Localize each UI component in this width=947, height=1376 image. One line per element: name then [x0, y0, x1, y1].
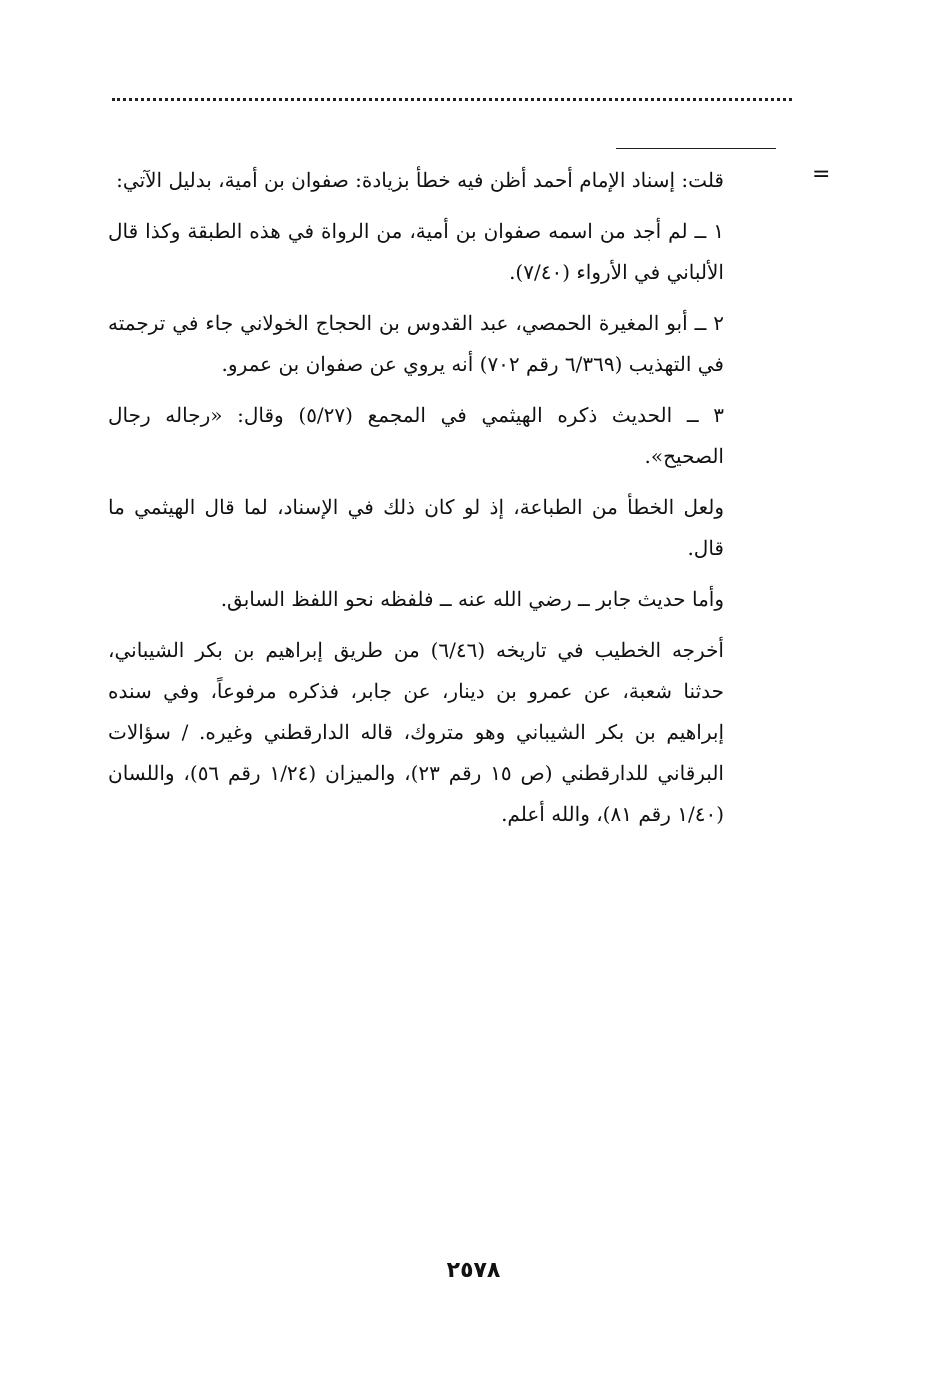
- page-number: ٢٥٧٨: [446, 1258, 501, 1283]
- paragraph-2: ١ ــ لم أجد من اسمه صفوان بن أمية، من الرواة في هذه الطبقة وكذا قال الألباني في الأرواء (٧/٤٠).: [108, 219, 724, 284]
- paragraph-3: ٢ ــ أبو المغيرة الحمصي، عبد القدوس بن الحجاج الخولاني جاء في ترجمته في التهذيب (٦/٣٦٩ رقم ٧٠٢) أنه يروي عن صفوان بن عمرو.: [108, 311, 724, 376]
- paragraph-1: قلت: إسناد الإمام أحمد أظن فيه خطأ بزيادة: صفوان بن أمية، بدليل الآتي:: [116, 168, 724, 192]
- footnote-text: [108, 160, 724, 845]
- dotted-divider: [112, 98, 792, 101]
- paragraph-4: ٣ ــ الحديث ذكره الهيثمي في المجمع (٥/٢٧) وقال: «رجاله رجال الصحيح».: [108, 403, 724, 468]
- paragraph-5: ولعل الخطأ من الطباعة، إذ لو كان ذلك في الإسناد، لما قال الهيثمي ما قال.: [108, 495, 724, 560]
- paragraph-7: أخرجه الخطيب في تاريخه (٦/٤٦) من طريق إبراهيم بن بكر الشيباني، حدثنا شعبة، عن عمرو بن دينار، عن جابر، فذكره مرفوعاً، وفي سنده إبراهيم بن بكر الشيباني وهو متروك، قاله الدارقطني وغيره. / سؤالات البرقاني للدارقطني (ص ١٥ رقم ٢٣)، والميزان (١/٢٤ رقم ٥٦)، واللسان (١/٤٠ رقم ٨١)، والله أعلم.: [108, 638, 724, 826]
- paragraph-6: وأما حديث جابر ــ رضي الله عنه ــ فلفظه نحو اللفظ السابق.: [220, 587, 724, 611]
- margin-mark: =: [812, 162, 831, 187]
- footnote-divider: [616, 148, 776, 149]
